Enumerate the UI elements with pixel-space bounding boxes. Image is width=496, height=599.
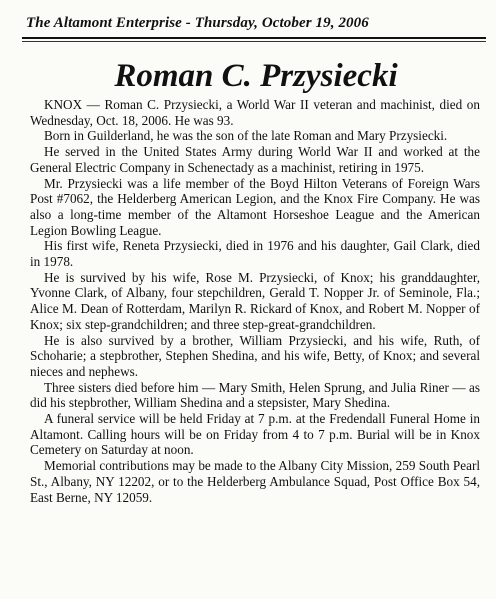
paragraph: He served in the United States Army during World War II and worked at the General Electric Company in Schenectady as a machinist, retiring in 1975. (30, 144, 480, 175)
paragraph: Mr. Przysiecki was a life member of the Boyd Hilton Veterans of Foreign Wars Post #7062, the Helderberg American Legion, and the Knox Fire Company. He was also a long-time member of the Altamont Horseshoe League and the American Legion Bowling League. (30, 175, 480, 238)
paragraph: KNOX — Roman C. Przysiecki, a World War II veteran and machinist, died on Wednesday, Oct. 18, 2006. He was 93. (30, 97, 480, 128)
paragraph: A funeral service will be held Friday at 7 p.m. at the Fredendall Funeral Home in Altamont. Calling hours will be on Friday from 4 to 7 p.m. Burial will be in Knox Cemetery on Saturday at noon. (30, 411, 480, 458)
paragraph: Born in Guilderland, he was the son of the late Roman and Mary Przysiecki. (44, 128, 448, 144)
paragraph: He is survived by his wife, Rose M. Przysiecki, of Knox; his granddaughter, Yvonne Clark, of Albany, four stepchildren, Gerald T. Nopper Jr. of Seminole, Fla.; Alice M. Dean of Rotterdam, Marilyn R. Rickard of Knox, and Robert M. Nopper of Knox; six step-grandchildren; and three step-great-grandchildren. (30, 269, 480, 332)
obituary-body (30, 97, 480, 505)
header-rule-thin (22, 41, 486, 42)
obituary-title: Roman C. Przysiecki (114, 58, 398, 94)
paragraph: Three sisters died before him — Mary Smith, Helen Sprung, and Julia Riner — as did his stepbrother, William Shedina and a stepsister, Mary Shedina. (30, 379, 480, 411)
paragraph: Memorial contributions may be made to the Albany City Mission, 259 South Pearl St., Albany, NY 12202, or to the Helderberg Ambulance Squad, Post Office Box 54, East Berne, NY 12059. (30, 458, 480, 505)
paragraph: He is also survived by a brother, William Przysiecki, and his wife, Ruth, of Schoharie; a stepbrother, Stephen Shedina, and his wife, Betty, of Knox; and several nieces and nephews. (30, 332, 480, 379)
header-rule-thick (22, 37, 486, 39)
paragraph: His first wife, Reneta Przysiecki, died in 1976 and his daughter, Gail Clark, died in 1978. (30, 238, 480, 270)
newspaper-header: The Altamont Enterprise - Thursday, October 19, 2006 (26, 15, 369, 31)
